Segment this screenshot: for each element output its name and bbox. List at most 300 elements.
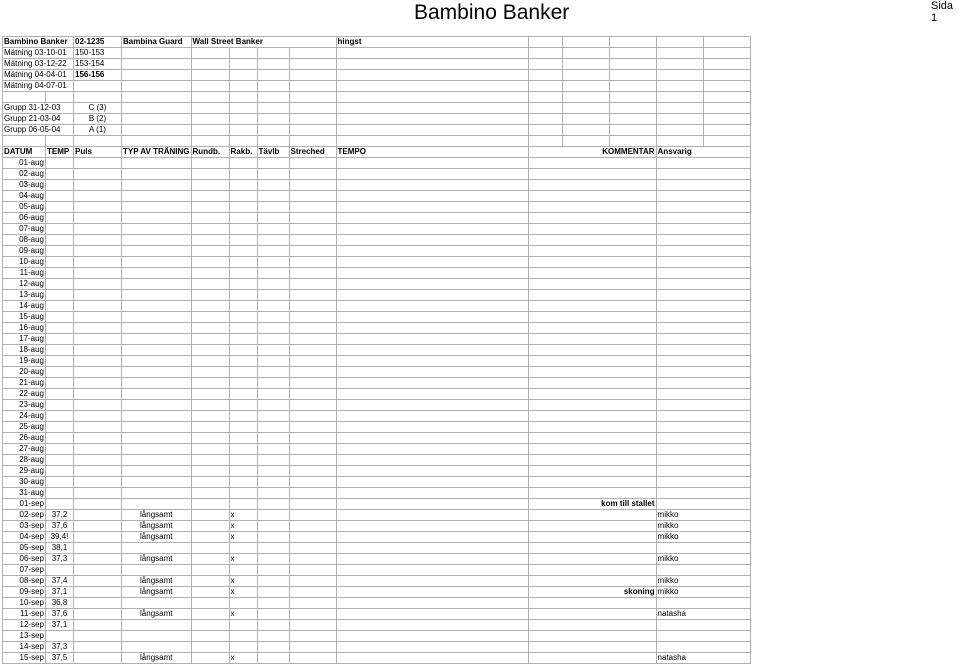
rundb-cell	[191, 224, 229, 235]
rakb-cell	[229, 202, 257, 213]
training-type-cell	[122, 345, 192, 356]
table-row	[3, 356, 751, 367]
tavlb-cell	[257, 169, 289, 180]
date-cell: 23-aug	[3, 400, 46, 411]
puls-cell	[74, 169, 122, 180]
comment-cell: skoning	[528, 587, 656, 598]
responsible-cell	[656, 367, 750, 378]
training-type-cell	[122, 422, 192, 433]
puls-cell	[74, 224, 122, 235]
training-type-cell	[122, 631, 192, 642]
streched-cell	[289, 455, 336, 466]
tavlb-cell	[257, 543, 289, 554]
responsible-cell: mikko	[656, 521, 750, 532]
responsible-cell	[656, 180, 750, 191]
cell	[289, 114, 336, 125]
rakb-cell	[229, 389, 257, 400]
puls-cell	[74, 620, 122, 631]
cell	[656, 103, 703, 114]
responsible-cell	[656, 158, 750, 169]
comment-cell	[528, 477, 656, 488]
table-row	[3, 191, 751, 202]
responsible-cell: mikko	[656, 532, 750, 543]
rundb-cell	[191, 587, 229, 598]
puls-cell	[74, 235, 122, 246]
cell	[122, 103, 192, 114]
rundb-cell	[191, 345, 229, 356]
tavlb-cell	[257, 411, 289, 422]
date-cell: 12-aug	[3, 279, 46, 290]
tempo-cell	[336, 202, 528, 213]
page-title: Bambino Banker	[414, 1, 570, 24]
temp-cell	[46, 180, 74, 191]
header-rundb: Rundb.	[191, 147, 229, 158]
temp-cell	[46, 301, 74, 312]
comment-cell	[528, 532, 656, 543]
tempo-cell	[336, 257, 528, 268]
tempo-cell	[336, 180, 528, 191]
tavlb-cell	[257, 158, 289, 169]
cell	[122, 136, 192, 147]
tavlb-cell	[257, 631, 289, 642]
puls-cell	[74, 510, 122, 521]
tavlb-cell	[257, 499, 289, 510]
streched-cell	[289, 499, 336, 510]
rakb-cell	[229, 279, 257, 290]
cell	[257, 136, 289, 147]
streched-cell	[289, 191, 336, 202]
table-row	[3, 488, 751, 499]
cell	[656, 136, 703, 147]
temp-cell	[46, 235, 74, 246]
date-cell: 17-aug	[3, 334, 46, 345]
tavlb-cell	[257, 587, 289, 598]
table-row	[3, 433, 751, 444]
table-row	[3, 554, 751, 565]
training-type-cell: långsamt	[122, 521, 192, 532]
date-cell: 06-aug	[3, 213, 46, 224]
table-row	[3, 301, 751, 312]
rakb-cell	[229, 312, 257, 323]
tavlb-cell	[257, 642, 289, 653]
temp-cell	[46, 356, 74, 367]
horse-name-cell: Bambino Banker	[3, 37, 74, 48]
training-type-cell: långsamt	[122, 576, 192, 587]
table-row	[3, 455, 751, 466]
rundb-cell	[191, 422, 229, 433]
temp-cell: 37,1	[46, 587, 74, 598]
tavlb-cell	[257, 554, 289, 565]
tavlb-cell	[257, 389, 289, 400]
comment-cell	[528, 345, 656, 356]
rakb-cell	[229, 323, 257, 334]
tavlb-cell	[257, 609, 289, 620]
date-cell: 19-aug	[3, 356, 46, 367]
rakb-cell	[229, 642, 257, 653]
training-type-cell	[122, 444, 192, 455]
streched-cell	[289, 532, 336, 543]
group-date-cell: Grupp 06-05-04	[3, 125, 74, 136]
training-type-cell	[122, 257, 192, 268]
temp-cell	[46, 400, 74, 411]
comment-cell	[528, 279, 656, 290]
table-row	[3, 400, 751, 411]
table-row	[3, 576, 751, 587]
puls-cell	[74, 521, 122, 532]
tempo-cell	[336, 499, 528, 510]
responsible-cell	[656, 620, 750, 631]
comment-cell	[528, 268, 656, 279]
cell	[562, 70, 609, 81]
puls-cell	[74, 158, 122, 169]
cell	[336, 70, 528, 81]
tavlb-cell	[257, 213, 289, 224]
training-type-cell	[122, 202, 192, 213]
training-type-cell	[122, 389, 192, 400]
tavlb-cell	[257, 422, 289, 433]
comment-cell	[528, 620, 656, 631]
rakb-cell	[229, 598, 257, 609]
cell	[703, 81, 750, 92]
responsible-cell	[656, 477, 750, 488]
temp-cell: 36,8	[46, 598, 74, 609]
comment-cell	[528, 367, 656, 378]
responsible-cell	[656, 191, 750, 202]
tavlb-cell	[257, 466, 289, 477]
rakb-cell: x	[229, 587, 257, 598]
temp-cell	[46, 455, 74, 466]
table-row	[3, 345, 751, 356]
table-row	[3, 598, 751, 609]
puls-cell	[74, 499, 122, 510]
cell	[336, 114, 528, 125]
tempo-cell	[336, 466, 528, 477]
cell	[528, 37, 562, 48]
streched-cell	[289, 510, 336, 521]
responsible-cell: natasha	[656, 653, 750, 664]
measurement-row	[3, 59, 751, 70]
temp-cell	[46, 389, 74, 400]
puls-cell	[74, 400, 122, 411]
date-cell: 08-sep	[3, 576, 46, 587]
responsible-cell	[656, 455, 750, 466]
rundb-cell	[191, 367, 229, 378]
date-cell: 28-aug	[3, 455, 46, 466]
date-cell: 04-sep	[3, 532, 46, 543]
temp-cell: 37,2	[46, 510, 74, 521]
table-row	[3, 477, 751, 488]
tempo-cell	[336, 290, 528, 301]
rundb-cell	[191, 576, 229, 587]
tempo-cell	[336, 642, 528, 653]
rundb-cell	[191, 466, 229, 477]
puls-cell	[74, 433, 122, 444]
header-streched: Streched	[289, 147, 336, 158]
comment-cell	[528, 169, 656, 180]
training-type-cell	[122, 378, 192, 389]
cell	[122, 48, 192, 59]
dam-cell: Bambina Guard	[122, 37, 192, 48]
group-row	[3, 125, 751, 136]
date-cell: 14-aug	[3, 301, 46, 312]
rundb-cell	[191, 598, 229, 609]
cell	[703, 136, 750, 147]
comment-cell	[528, 565, 656, 576]
tempo-cell	[336, 532, 528, 543]
comment-cell	[528, 576, 656, 587]
tempo-cell	[336, 191, 528, 202]
responsible-cell	[656, 334, 750, 345]
table-row	[3, 653, 751, 664]
cell	[229, 92, 257, 103]
group-class-cell: A (1)	[74, 125, 122, 136]
streched-cell	[289, 477, 336, 488]
cell	[703, 103, 750, 114]
cell	[229, 70, 257, 81]
rundb-cell	[191, 499, 229, 510]
group-class-cell: C (3)	[74, 103, 122, 114]
training-type-cell	[122, 213, 192, 224]
temp-cell	[46, 378, 74, 389]
date-cell: 25-aug	[3, 422, 46, 433]
streched-cell	[289, 488, 336, 499]
puls-cell	[74, 378, 122, 389]
cell	[336, 92, 528, 103]
cell	[74, 92, 122, 103]
temp-cell: 37,4	[46, 576, 74, 587]
date-cell: 27-aug	[3, 444, 46, 455]
training-type-cell	[122, 433, 192, 444]
cell	[656, 59, 703, 70]
streched-cell	[289, 411, 336, 422]
comment-cell	[528, 224, 656, 235]
date-cell: 21-aug	[3, 378, 46, 389]
training-type-cell	[122, 169, 192, 180]
cell	[609, 114, 656, 125]
responsible-cell	[656, 279, 750, 290]
responsible-cell	[656, 312, 750, 323]
tavlb-cell	[257, 378, 289, 389]
rakb-cell	[229, 400, 257, 411]
streched-cell	[289, 565, 336, 576]
date-cell: 07-sep	[3, 565, 46, 576]
cell	[703, 48, 750, 59]
table-row	[3, 257, 751, 268]
rakb-cell	[229, 433, 257, 444]
sex-cell: hingst	[336, 37, 528, 48]
puls-cell	[74, 598, 122, 609]
rundb-cell	[191, 521, 229, 532]
cell	[528, 103, 562, 114]
table-row	[3, 411, 751, 422]
comment-cell	[528, 158, 656, 169]
tavlb-cell	[257, 444, 289, 455]
training-type-cell	[122, 543, 192, 554]
responsible-cell	[656, 224, 750, 235]
training-type-cell	[122, 235, 192, 246]
temp-cell	[46, 290, 74, 301]
training-type-cell	[122, 158, 192, 169]
puls-cell	[74, 345, 122, 356]
streched-cell	[289, 202, 336, 213]
date-cell: 09-aug	[3, 246, 46, 257]
streched-cell	[289, 389, 336, 400]
rakb-cell	[229, 565, 257, 576]
rakb-cell	[229, 246, 257, 257]
temp-cell: 37,3	[46, 642, 74, 653]
cell	[562, 114, 609, 125]
tavlb-cell	[257, 235, 289, 246]
responsible-cell: mikko	[656, 510, 750, 521]
temp-cell	[46, 323, 74, 334]
tempo-cell	[336, 554, 528, 565]
cell	[122, 114, 192, 125]
puls-cell	[74, 334, 122, 345]
table-row	[3, 422, 751, 433]
tempo-cell	[336, 279, 528, 290]
comment-cell: kom till stallet	[528, 499, 656, 510]
tavlb-cell	[257, 312, 289, 323]
rundb-cell	[191, 532, 229, 543]
tempo-cell	[336, 576, 528, 587]
streched-cell	[289, 653, 336, 664]
comment-cell	[528, 422, 656, 433]
cell	[336, 48, 528, 59]
rundb-cell	[191, 202, 229, 213]
puls-cell	[74, 323, 122, 334]
comment-cell	[528, 290, 656, 301]
streched-cell	[289, 521, 336, 532]
date-cell: 26-aug	[3, 433, 46, 444]
streched-cell	[289, 180, 336, 191]
training-type-cell	[122, 334, 192, 345]
header-kommentar: KOMMENTAR	[528, 147, 656, 158]
measurement-date-cell: Mätning 03-12-22	[3, 59, 74, 70]
date-cell: 05-aug	[3, 202, 46, 213]
table-row	[3, 466, 751, 477]
training-type-cell	[122, 268, 192, 279]
cell	[122, 92, 192, 103]
training-type-cell	[122, 180, 192, 191]
streched-cell	[289, 246, 336, 257]
cell	[257, 81, 289, 92]
tempo-cell	[336, 422, 528, 433]
measurement-value-cell: 150-153	[74, 48, 122, 59]
tavlb-cell	[257, 202, 289, 213]
comment-cell	[528, 323, 656, 334]
streched-cell	[289, 631, 336, 642]
tempo-cell	[336, 455, 528, 466]
rundb-cell	[191, 400, 229, 411]
training-type-cell: långsamt	[122, 510, 192, 521]
date-cell: 14-sep	[3, 642, 46, 653]
puls-cell	[74, 576, 122, 587]
rundb-cell	[191, 653, 229, 664]
table-row	[3, 620, 751, 631]
responsible-cell	[656, 444, 750, 455]
training-type-cell: långsamt	[122, 554, 192, 565]
rakb-cell: x	[229, 521, 257, 532]
date-cell: 10-aug	[3, 257, 46, 268]
measurement-date-cell: Mätning 04-07-01	[3, 81, 74, 92]
tempo-cell	[336, 433, 528, 444]
cell	[122, 81, 192, 92]
cell	[609, 48, 656, 59]
tempo-cell	[336, 653, 528, 664]
streched-cell	[289, 609, 336, 620]
rundb-cell	[191, 235, 229, 246]
tempo-cell	[336, 356, 528, 367]
training-type-cell	[122, 279, 192, 290]
cell	[257, 59, 289, 70]
responsible-cell: mikko	[656, 576, 750, 587]
date-cell: 11-sep	[3, 609, 46, 620]
streched-cell	[289, 301, 336, 312]
streched-cell	[289, 235, 336, 246]
cell	[229, 114, 257, 125]
responsible-cell	[656, 202, 750, 213]
rundb-cell	[191, 268, 229, 279]
streched-cell	[289, 422, 336, 433]
cell	[703, 37, 750, 48]
tempo-cell	[336, 224, 528, 235]
rundb-cell	[191, 455, 229, 466]
training-log-table	[2, 36, 751, 664]
training-type-cell	[122, 598, 192, 609]
tavlb-cell	[257, 477, 289, 488]
table-row	[3, 444, 751, 455]
table-row	[3, 202, 751, 213]
date-cell: 15-aug	[3, 312, 46, 323]
rakb-cell	[229, 444, 257, 455]
training-type-cell: långsamt	[122, 587, 192, 598]
tavlb-cell	[257, 279, 289, 290]
puls-cell	[74, 543, 122, 554]
table-row	[3, 587, 751, 598]
rundb-cell	[191, 191, 229, 202]
responsible-cell	[656, 345, 750, 356]
streched-cell	[289, 620, 336, 631]
measurement-row	[3, 48, 751, 59]
temp-cell	[46, 367, 74, 378]
puls-cell	[74, 466, 122, 477]
cell	[3, 136, 46, 147]
cell	[289, 81, 336, 92]
comment-cell	[528, 400, 656, 411]
rakb-cell	[229, 620, 257, 631]
tavlb-cell	[257, 653, 289, 664]
cell	[229, 125, 257, 136]
date-cell: 05-sep	[3, 543, 46, 554]
table-row	[3, 158, 751, 169]
date-cell: 01-sep	[3, 499, 46, 510]
training-type-cell	[122, 477, 192, 488]
date-cell: 06-sep	[3, 554, 46, 565]
rakb-cell	[229, 301, 257, 312]
tempo-cell	[336, 246, 528, 257]
rundb-cell	[191, 312, 229, 323]
rakb-cell	[229, 158, 257, 169]
puls-cell	[74, 631, 122, 642]
header-datum: DATUM	[3, 147, 46, 158]
table-row	[3, 312, 751, 323]
puls-cell	[74, 389, 122, 400]
rundb-cell	[191, 565, 229, 576]
tavlb-cell	[257, 334, 289, 345]
rakb-cell	[229, 477, 257, 488]
measurement-value-cell	[74, 81, 122, 92]
cell	[656, 37, 703, 48]
